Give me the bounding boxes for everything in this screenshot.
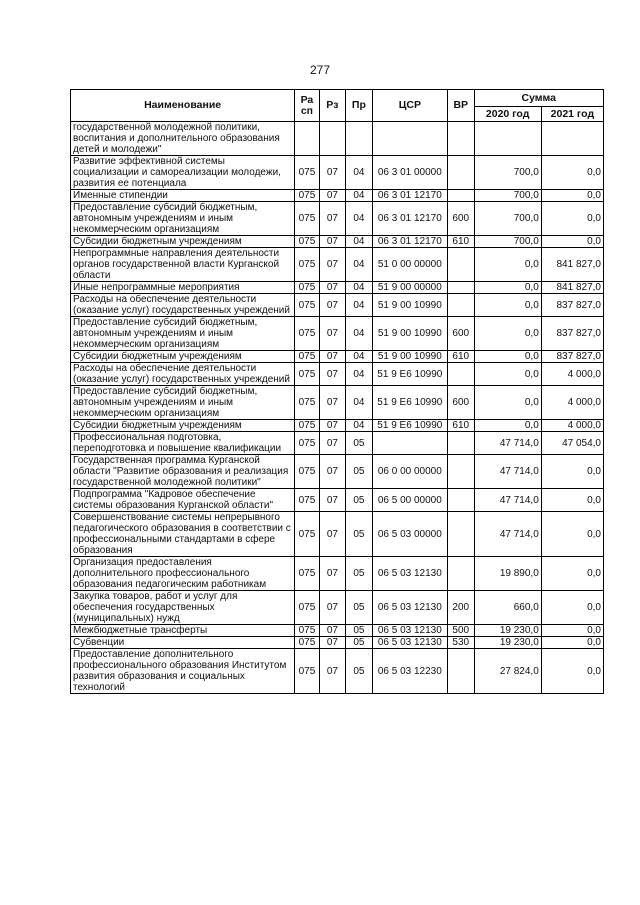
row-value-2020: 0,0 xyxy=(474,386,541,420)
row-csr: 06 3 01 12170 xyxy=(372,236,447,248)
row-value-2021: 0,0 xyxy=(541,156,603,190)
header-sum: Сумма xyxy=(474,90,603,107)
table-row xyxy=(71,591,604,625)
row-value-2021: 4 000,0 xyxy=(541,386,603,420)
row-value-2020: 700,0 xyxy=(474,190,541,202)
row-value-2021: 0,0 xyxy=(541,512,603,557)
row-csr xyxy=(372,122,447,156)
row-name: Закупка товаров, работ и услуг для обеспечения государственных (муниципальных) нужд xyxy=(71,591,295,625)
row-rasp: 075 xyxy=(295,202,319,236)
row-value-2020: 19 230,0 xyxy=(474,625,541,637)
table-row xyxy=(71,190,604,202)
table-row xyxy=(71,317,604,351)
row-vr: 610 xyxy=(448,351,474,363)
row-pr: 04 xyxy=(346,248,372,282)
row-value-2021: 0,0 xyxy=(541,190,603,202)
header-2020: 2020 год xyxy=(474,107,541,122)
row-value-2021: 841 827,0 xyxy=(541,248,603,282)
table-row xyxy=(71,557,604,591)
table-row xyxy=(71,363,604,386)
row-pr: 04 xyxy=(346,386,372,420)
row-rz: 07 xyxy=(319,420,345,432)
row-name: Предоставление субсидий бюджетным, автономным учреждениям и иным некоммерческим организациям xyxy=(71,317,295,351)
row-csr: 06 5 03 12130 xyxy=(372,637,447,649)
row-value-2021: 837 827,0 xyxy=(541,351,603,363)
row-value-2020: 700,0 xyxy=(474,156,541,190)
row-csr: 06 3 01 12170 xyxy=(372,190,447,202)
page-number: 277 xyxy=(309,63,331,77)
row-pr xyxy=(346,122,372,156)
row-pr: 05 xyxy=(346,512,372,557)
row-rasp: 075 xyxy=(295,363,319,386)
row-vr xyxy=(448,455,474,489)
row-rz: 07 xyxy=(319,236,345,248)
row-value-2021: 0,0 xyxy=(541,236,603,248)
table-row xyxy=(71,294,604,317)
row-name: Профессиональная подготовка, переподготовка и повышение квалификации xyxy=(71,432,295,455)
row-rz: 07 xyxy=(319,455,345,489)
row-value-2020: 47 714,0 xyxy=(474,489,541,512)
row-name: Предоставление дополнительного профессионального образования Институтом развития образования и социальных технологий xyxy=(71,649,295,694)
row-rasp: 075 xyxy=(295,591,319,625)
row-csr: 06 5 00 00000 xyxy=(372,489,447,512)
row-rz: 07 xyxy=(319,282,345,294)
row-vr: 600 xyxy=(448,386,474,420)
row-vr: 530 xyxy=(448,637,474,649)
row-rz: 07 xyxy=(319,649,345,694)
row-rasp: 075 xyxy=(295,190,319,202)
row-rasp: 075 xyxy=(295,455,319,489)
row-csr: 51 9 00 10990 xyxy=(372,351,447,363)
table-row xyxy=(71,420,604,432)
row-rasp: 075 xyxy=(295,432,319,455)
table-row xyxy=(71,386,604,420)
row-pr: 04 xyxy=(346,282,372,294)
row-name: Субсидии бюджетным учреждениям xyxy=(71,236,295,248)
row-name: Расходы на обеспечение деятельности (оказание услуг) государственных учреждений xyxy=(71,294,295,317)
row-value-2021: 0,0 xyxy=(541,489,603,512)
row-rz: 07 xyxy=(319,489,345,512)
header-csr: ЦСР xyxy=(372,90,447,122)
row-csr: 51 9 00 10990 xyxy=(372,317,447,351)
row-pr: 05 xyxy=(346,557,372,591)
row-name: Именные стипендии xyxy=(71,190,295,202)
row-csr: 06 3 01 12170 xyxy=(372,202,447,236)
row-name: Организация предоставления дополнительного профессионального образования педагогическим работникам xyxy=(71,557,295,591)
row-value-2020: 700,0 xyxy=(474,236,541,248)
row-csr: 51 0 00 00000 xyxy=(372,248,447,282)
row-pr: 04 xyxy=(346,294,372,317)
row-vr: 600 xyxy=(448,317,474,351)
row-name: государственной молодежной политики, воспитания и дополнительного образования детей и молодежи" xyxy=(71,122,295,156)
row-rasp: 075 xyxy=(295,248,319,282)
row-vr xyxy=(448,557,474,591)
row-vr xyxy=(448,190,474,202)
row-pr: 04 xyxy=(346,202,372,236)
row-value-2020: 0,0 xyxy=(474,248,541,282)
row-vr: 200 xyxy=(448,591,474,625)
row-value-2020: 660,0 xyxy=(474,591,541,625)
row-pr: 04 xyxy=(346,420,372,432)
row-vr xyxy=(448,156,474,190)
row-rasp: 075 xyxy=(295,557,319,591)
row-value-2020: 0,0 xyxy=(474,351,541,363)
table-row xyxy=(71,236,604,248)
row-name: Непрограммные направления деятельности органов государственной власти Курганской области xyxy=(71,248,295,282)
table-row xyxy=(71,351,604,363)
header-name: Наименование xyxy=(71,90,295,122)
row-rz: 07 xyxy=(319,294,345,317)
row-name: Субсидии бюджетным учреждениям xyxy=(71,351,295,363)
table-row xyxy=(71,122,604,156)
row-pr: 05 xyxy=(346,625,372,637)
row-value-2021: 4 000,0 xyxy=(541,363,603,386)
row-rasp: 075 xyxy=(295,386,319,420)
row-csr: 06 5 03 00000 xyxy=(372,512,447,557)
row-value-2021: 0,0 xyxy=(541,455,603,489)
row-value-2020: 0,0 xyxy=(474,317,541,351)
row-pr: 04 xyxy=(346,156,372,190)
row-value-2021: 837 827,0 xyxy=(541,317,603,351)
row-value-2021: 0,0 xyxy=(541,202,603,236)
row-rz xyxy=(319,122,345,156)
row-rz: 07 xyxy=(319,512,345,557)
row-value-2020: 19 890,0 xyxy=(474,557,541,591)
row-rz: 07 xyxy=(319,625,345,637)
row-name: Развитие эффективной системы социализации и самореализации молодежи, развития ее потенциала xyxy=(71,156,295,190)
table-row xyxy=(71,282,604,294)
row-rz: 07 xyxy=(319,248,345,282)
row-rasp: 075 xyxy=(295,294,319,317)
row-value-2021: 837 827,0 xyxy=(541,294,603,317)
row-value-2020 xyxy=(474,122,541,156)
header-2021: 2021 год xyxy=(541,107,603,122)
row-pr: 05 xyxy=(346,591,372,625)
row-csr: 51 9 E6 10990 xyxy=(372,386,447,420)
row-vr xyxy=(448,489,474,512)
row-rasp: 075 xyxy=(295,156,319,190)
row-value-2020: 47 714,0 xyxy=(474,455,541,489)
row-name: Совершенствование системы непрерывного педагогического образования в соответствии с профессиональными стандартами в сфере образования xyxy=(71,512,295,557)
row-rasp: 075 xyxy=(295,625,319,637)
row-value-2020: 0,0 xyxy=(474,282,541,294)
row-name: Субсидии бюджетным учреждениям xyxy=(71,420,295,432)
row-rz: 07 xyxy=(319,156,345,190)
row-csr: 51 9 00 00000 xyxy=(372,282,447,294)
row-vr xyxy=(448,649,474,694)
row-rz: 07 xyxy=(319,363,345,386)
row-value-2021: 841 827,0 xyxy=(541,282,603,294)
row-csr: 06 0 00 00000 xyxy=(372,455,447,489)
row-pr: 05 xyxy=(346,637,372,649)
row-rasp: 075 xyxy=(295,317,319,351)
row-value-2020: 0,0 xyxy=(474,294,541,317)
row-vr: 610 xyxy=(448,420,474,432)
row-rasp: 075 xyxy=(295,282,319,294)
row-csr xyxy=(372,432,447,455)
row-pr: 04 xyxy=(346,363,372,386)
row-rasp: 075 xyxy=(295,420,319,432)
table-row xyxy=(71,156,604,190)
row-rz: 07 xyxy=(319,351,345,363)
row-rasp xyxy=(295,122,319,156)
table-row xyxy=(71,455,604,489)
row-pr: 04 xyxy=(346,190,372,202)
row-name: Субвенции xyxy=(71,637,295,649)
row-csr: 06 5 03 12130 xyxy=(372,591,447,625)
row-vr xyxy=(448,122,474,156)
row-csr: 06 5 03 12130 xyxy=(372,557,447,591)
row-csr: 51 9 E6 10990 xyxy=(372,363,447,386)
row-value-2020: 0,0 xyxy=(474,420,541,432)
row-value-2020: 0,0 xyxy=(474,363,541,386)
row-csr: 51 9 E6 10990 xyxy=(372,420,447,432)
row-vr: 610 xyxy=(448,236,474,248)
table-row xyxy=(71,512,604,557)
row-vr xyxy=(448,248,474,282)
row-vr xyxy=(448,363,474,386)
budget-table xyxy=(70,89,604,694)
row-value-2020: 27 824,0 xyxy=(474,649,541,694)
table-row xyxy=(71,202,604,236)
row-rasp: 075 xyxy=(295,489,319,512)
row-value-2021: 0,0 xyxy=(541,591,603,625)
row-name: Расходы на обеспечение деятельности (оказание услуг) государственных учреждений xyxy=(71,363,295,386)
row-csr: 06 5 03 12130 xyxy=(372,625,447,637)
row-rz: 07 xyxy=(319,591,345,625)
header-pr: Пр xyxy=(346,90,372,122)
table-row xyxy=(71,248,604,282)
row-value-2021: 0,0 xyxy=(541,649,603,694)
row-vr: 600 xyxy=(448,202,474,236)
table-row xyxy=(71,637,604,649)
row-value-2021: 47 054,0 xyxy=(541,432,603,455)
row-name: Иные непрограммные мероприятия xyxy=(71,282,295,294)
row-rasp: 075 xyxy=(295,649,319,694)
row-rz: 07 xyxy=(319,386,345,420)
row-value-2021: 0,0 xyxy=(541,637,603,649)
row-vr xyxy=(448,512,474,557)
row-name: Предоставление субсидий бюджетным, автономным учреждениям и иным некоммерческим организациям xyxy=(71,386,295,420)
row-rz: 07 xyxy=(319,637,345,649)
row-name: Государственная программа Курганской области "Развитие образования и реализация государственной молодежной политики" xyxy=(71,455,295,489)
row-value-2020: 47 714,0 xyxy=(474,512,541,557)
row-csr: 06 3 01 00000 xyxy=(372,156,447,190)
row-vr xyxy=(448,432,474,455)
row-value-2021: 0,0 xyxy=(541,557,603,591)
row-pr: 04 xyxy=(346,351,372,363)
row-rasp: 075 xyxy=(295,351,319,363)
row-csr: 06 5 03 12230 xyxy=(372,649,447,694)
row-rz: 07 xyxy=(319,317,345,351)
header-rz: Рз xyxy=(319,90,345,122)
table-row xyxy=(71,625,604,637)
row-name: Подпрограмма "Кадровое обеспечение системы образования Курганской области" xyxy=(71,489,295,512)
row-rz: 07 xyxy=(319,202,345,236)
table-row xyxy=(71,649,604,694)
row-value-2020: 47 714,0 xyxy=(474,432,541,455)
row-name: Предоставление субсидий бюджетным, автономным учреждениям и иным некоммерческим организациям xyxy=(71,202,295,236)
row-value-2020: 19 230,0 xyxy=(474,637,541,649)
row-value-2021: 0,0 xyxy=(541,625,603,637)
row-vr: 500 xyxy=(448,625,474,637)
row-rasp: 075 xyxy=(295,637,319,649)
row-value-2021 xyxy=(541,122,603,156)
row-pr: 05 xyxy=(346,455,372,489)
row-pr: 05 xyxy=(346,432,372,455)
row-pr: 05 xyxy=(346,489,372,512)
row-value-2021: 4 000,0 xyxy=(541,420,603,432)
header-vr: ВР xyxy=(448,90,474,122)
row-value-2020: 700,0 xyxy=(474,202,541,236)
row-rz: 07 xyxy=(319,190,345,202)
table-row xyxy=(71,489,604,512)
header-rasp: Ра сп xyxy=(295,90,319,122)
row-csr: 51 9 00 10990 xyxy=(372,294,447,317)
row-pr: 04 xyxy=(346,317,372,351)
row-pr: 05 xyxy=(346,649,372,694)
row-rasp: 075 xyxy=(295,236,319,248)
row-rasp: 075 xyxy=(295,512,319,557)
row-vr xyxy=(448,294,474,317)
row-name: Межбюджетные трансферты xyxy=(71,625,295,637)
row-rz: 07 xyxy=(319,432,345,455)
row-vr xyxy=(448,282,474,294)
table-row xyxy=(71,432,604,455)
row-pr: 04 xyxy=(346,236,372,248)
row-rz: 07 xyxy=(319,557,345,591)
